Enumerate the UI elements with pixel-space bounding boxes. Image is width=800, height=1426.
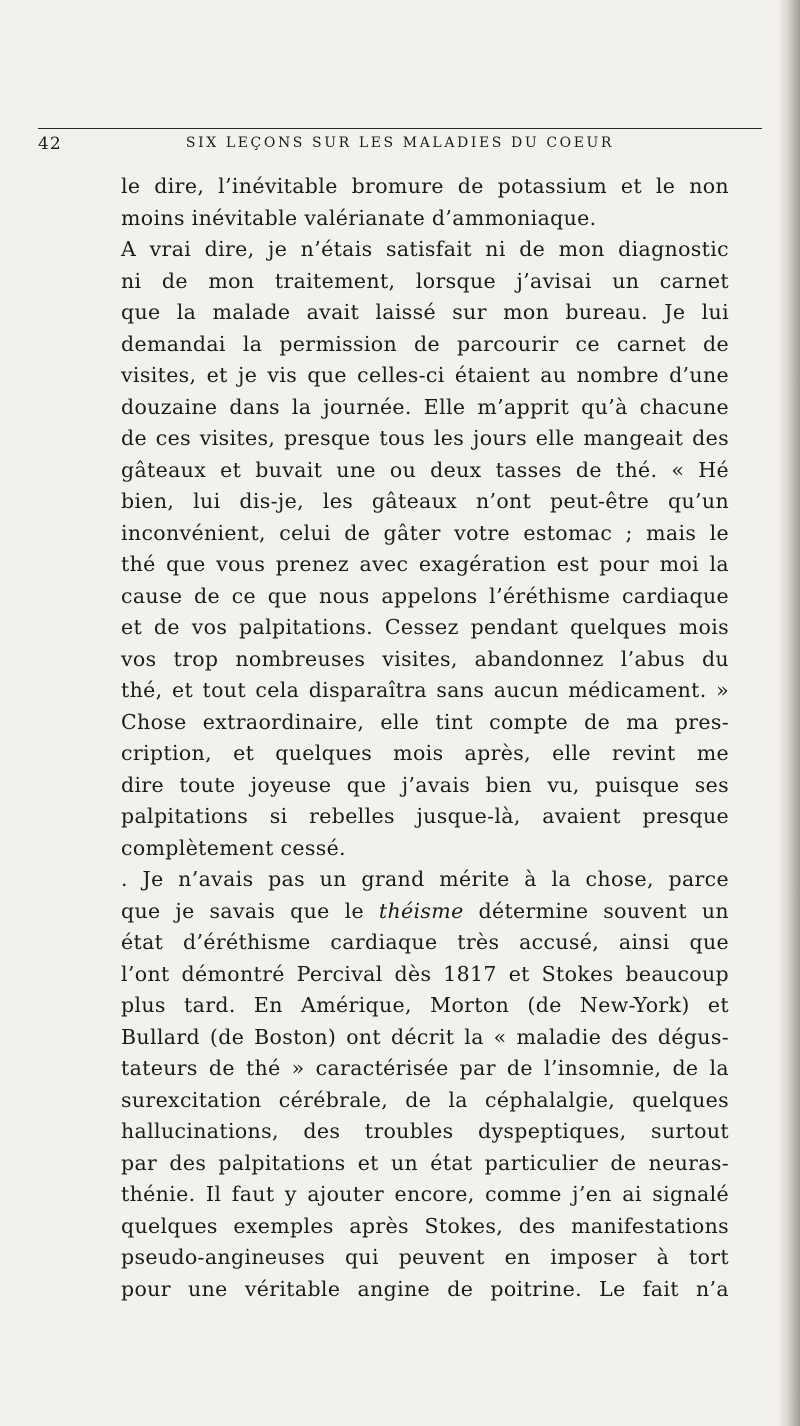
running-header (38, 128, 762, 165)
text-line: plus tard. En Amérique, Morton (de New-York) et (121, 993, 729, 1017)
text-line: pseudo-angineuses qui peuvent en imposer à tort (121, 1245, 729, 1269)
text-line: dire toute joyeuse que j’avais bien vu, puisque ses (121, 772, 729, 797)
text-line: A vrai dire, je n’étais satisfait ni de mon diagnostic (121, 237, 729, 261)
text-line: tateurs de thé » caractérisée par de l’insomnie, de la (121, 1056, 729, 1080)
text-line: visites, et je vis que celles-ci étaient au nombre d’une (121, 363, 729, 387)
text-line: palpitations si rebelles jusque-là, avaient presque (121, 804, 729, 828)
text-line: quelques exemples après Stokes, des manifestations (121, 1213, 729, 1238)
text-line: complètement cessé. (121, 835, 346, 860)
text-line: de ces visites, presque tous les jours elle mangeait des (121, 426, 729, 450)
text-line: gâteaux et buvait une ou deux tasses de thé. « Hé (121, 457, 729, 482)
italic-term: théisme (378, 898, 464, 923)
text-line: . Je n’avais pas un grand mérite à la chose, parce (121, 867, 729, 891)
text-line: demandai la permission de parcourir ce carnet de (121, 331, 729, 356)
text-line: Chose extraordinaire, elle tint compte de ma pres- (121, 709, 729, 734)
text-line: bien, lui dis-je, les gâteaux n’ont peut-être qu’un (121, 489, 729, 513)
body-text (121, 171, 729, 1305)
text-line: Bullard (de Boston) ont décrit la « maladie des dégus- (121, 1024, 729, 1049)
text-line: inconvénient, celui de gâter votre estomac ; mais le (121, 520, 729, 545)
text-segment: que je savais que le (121, 898, 364, 923)
page-number: 42 (38, 134, 62, 154)
text-line: thénie. Il faut y ajouter encore, comme j’en ai signalé (121, 1182, 729, 1206)
text-line: surexcitation cérébrale, de la céphalalgie, quelques (121, 1087, 729, 1112)
text-line: douzaine dans la journée. Elle m’apprit qu’à chacune (121, 394, 729, 419)
text-line: cause de ce que nous appelons l’éréthisme cardiaque (121, 583, 729, 608)
text-line: thé que vous prenez avec exagération est pour moi la (121, 552, 729, 576)
running-header-title: SIX LEÇONS SUR LES MALADIES DU COEUR (185, 135, 615, 151)
text-line: que la malade avait laissé sur mon bureau. Je lui (121, 300, 729, 324)
text-line: l’ont démontré Percival dès 1817 et Stokes beaucoup (121, 961, 729, 986)
text-line: thé, et tout cela disparaîtra sans aucun médicament. » (121, 678, 729, 702)
text-line-with-italic (121, 896, 729, 928)
text-line: état d’éréthisme cardiaque très accusé, ainsi que (121, 930, 729, 954)
page-edge-shadow (778, 0, 800, 1426)
text-line: moins inévitable valérianate d’ammoniaque. (121, 205, 597, 230)
text-line: ni de mon traitement, lorsque j’avisai un carnet (121, 268, 729, 293)
text-line: cription, et quelques mois après, elle revint me (121, 741, 729, 765)
text-line: par des palpitations et un état particulier de neuras- (121, 1150, 729, 1175)
text-line: le dire, l’inévitable bromure de potassium et le non (121, 174, 729, 198)
text-line: vos trop nombreuses visites, abandonnez l’abus du (121, 646, 729, 671)
text-line: et de vos palpitations. Cessez pendant quelques mois (121, 615, 729, 639)
text-segment: détermine souvent un (478, 898, 729, 923)
text-line: hallucinations, des troubles dyspeptiques, surtout (121, 1119, 729, 1143)
text-line: pour une véritable angine de poitrine. Le fait n’a (121, 1276, 729, 1301)
